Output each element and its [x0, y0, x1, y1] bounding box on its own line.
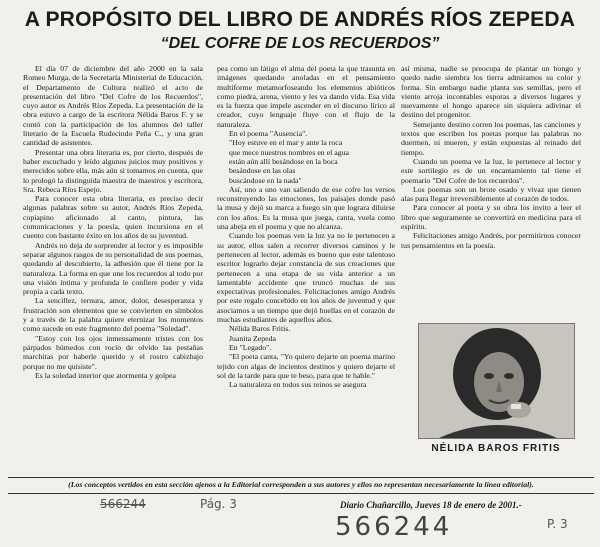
paragraph: Los poemas son un brote osado y vivaz que tienen alas para llegar irreversiblemente al corazón de todos. — [401, 184, 581, 204]
poem-quote: "Estoy con los ojos inmensamente tristes con los párpados húmedos con rocío de olvido las pestañas marchitas por haberle querido y el rostro cabizbajo porque no me quisiste". — [23, 333, 203, 371]
paragraph: Andrés no deja de sorprender al lector y es imposible separar algunos rasgos de su personalidad de sus poemas, quedando al descubierto, la adhesión que él tiene por la naturaleza. La forma en que une los recuerdos al todo por una visión íntima y profunda le confiere poder y vida propia a cada texto. — [23, 240, 203, 297]
paragraph: Cuando los poemas ven la luz ya no le pertenecen a su autor, ellos salen a recorrer diversos caminos y le pertenecen al lector, además es bueno que este talentoso escritor lograrlo dejar constancia de sus creaciones que pertenecen a una etapa de su vida anterior a un lamentable accidente que truncó muchas de sus expectativas profesionales. Felicitaciones amigo Andrés por este regalo concebido en los años de juventud y que asociamos a un tiempo que dejó huellas en el corazón de muchas estudiantes de aquellos años. — [217, 231, 395, 325]
poem-line: "Hoy estuve en el mar y ante la roca — [229, 138, 343, 148]
divider — [8, 493, 594, 494]
handwritten-code-top: 566244 — [100, 497, 146, 511]
paragraph: La naturaleza en todos sus reinos se asegura — [229, 380, 367, 390]
photo-caption: NÉLIDA BAROS FRITIS — [431, 443, 561, 454]
paragraph: El día 07 de diciembre del año 2000 en la sala Romeo Murga, de la Secretaría Ministerial de Educación, el Departamento de Cultura realizó el acto de presentación del libro "Del Cofre de los Recuerdos", cuyo autor es Andrés Ríos Zepeda. La presentación de la obra estuvo a cargo de la escritora Nélida Baros F. y se contó con la participación de los alumnos del taller literario de la Escuela Rudecindo Peña C., y una gran cantidad de asistentes. — [23, 64, 203, 148]
paragraph: Es la soledad interior que atormenta y golpea — [35, 370, 176, 380]
paragraph: pea como un látigo el alma del poeta la que trasunta en imágenes quedando anoladas en el pensamiento multiforme metamorfoseando los elementos abióticos como piedra, arena, viento y les va dando vida. Esa vida es la fuerza que impele ascender en el discurso lírico al creador, cuyo lenguaje fluye con el flujo de la naturaleza. — [217, 64, 395, 129]
paragraph: así misma, nadie se preocupa de plantar un hongo y quedo nadie siembra los tierra admiramos su color y forma. Sin embargo nadie planta sus semillas, pero el viento arroja incontables esporas a diversos lugares y nuevamente el hongo aparece sin siquiera adivinar el destino del progenitor. — [401, 64, 581, 120]
article-column-2 — [217, 64, 395, 389]
paragraph: Semejante destino corren los poemas, las canciones y textos que escriben los poetas porque las palabras no duermen, ni mueren, y están expuestas al reinado del tiempo. — [401, 119, 581, 157]
signature-line: Nélida Baros Fritis. — [229, 324, 291, 334]
article-headline: A PROPÓSITO DEL LIBRO DE ANDRÉS RÍOS ZEPEDA — [24, 7, 576, 31]
article-subhead: “DEL COFRE DE LOS RECUERDOS” — [160, 35, 440, 52]
paragraph: En el poema "Ausencia". — [229, 129, 308, 139]
publication-source: Diario Chañarcillo, Jueves 18 de enero de 2001.- — [340, 500, 522, 510]
poem-line: besándose en las olas — [229, 166, 296, 176]
poem-line: buscándose en la nada" — [229, 175, 302, 185]
handwritten-page-note: Pág. 3 — [200, 497, 237, 511]
signature-line: Juanita Zepeda — [229, 333, 276, 343]
poem-line: que mece nuestros nombres en el agua — [229, 147, 349, 157]
editorial-disclaimer: (Los conceptos vertidos en esta sección ajenos a la Editorial corresponden a sus autores y ellos no representan necesariamente la línea editorial). — [68, 480, 534, 489]
paragraph: Así, uno a uno van saliendo de ese cofre los versos reconstruyendo las emociones, los paisajes donde pasó la musa y dejó su marca a fuego sin que lograra diluirse con los años. Es la musa que juega, canta, vuela como una abeja en el poema y que no alcanza. — [217, 184, 395, 232]
article-column-1 — [23, 64, 203, 380]
paragraph: Presentar una obra literaria es, por cierto, después de haber escuchado y leído algunos juicios muy positivos y merecidos sobre ella, más aún si tomamos en cuenta, que lo prologó la distinguida maestra de maestros y escritora, Sra. Rebeca Ríos Espejo. — [23, 147, 203, 194]
portrait-image — [419, 324, 574, 438]
article-column-3 — [401, 64, 581, 250]
paragraph: Para conocer esta obra literaria, es preciso decir algunas palabras sobre su autor, Andrés Ríos Zepeda, copiapino aficionado al canto, pintura, las comunicaciones y la poesía, quien incursiona en el cuento con bastante éxito en los años de su juventud. — [23, 194, 203, 241]
author-photo — [418, 323, 575, 439]
handwritten-code-large: 566244 — [335, 512, 453, 542]
paragraph: Felicitaciones amigo Andrés, por permitirnos conocer tus pensamientos en la poesía. — [401, 231, 581, 250]
poem-quote: "El poeta canta, "Yo quiero dejarte un poema marino tejido con algas de incientos destinos y quiero dejarte el sol de la tarde para que te beso, para que te hable." — [217, 352, 395, 380]
paragraph: Cuando un poema ve la luz, le pertenece al lector y este sortilegio es de un encantamiento tal tiene el poemario "Del Cofre de los recuerdos". — [401, 156, 581, 185]
handwritten-page-number: P. 3 — [547, 517, 568, 531]
divider — [8, 477, 594, 478]
paragraph: Para conocer al poeta y su obra los invito a leer el libro que seguramente se convertirá en medicina para el espíritu. — [401, 203, 581, 232]
paragraph: La sencillez, ternura, amor, dolor, desesperanza y frustración son elementos que se convierten en símbolos y a través de la palabra quiere eternizar los momentos como sucede en este fragmento del poema "Soledad". — [23, 296, 203, 334]
paragraph: En "Legado". — [229, 342, 272, 352]
poem-line: están aún allí besándose en la boca — [229, 156, 338, 166]
